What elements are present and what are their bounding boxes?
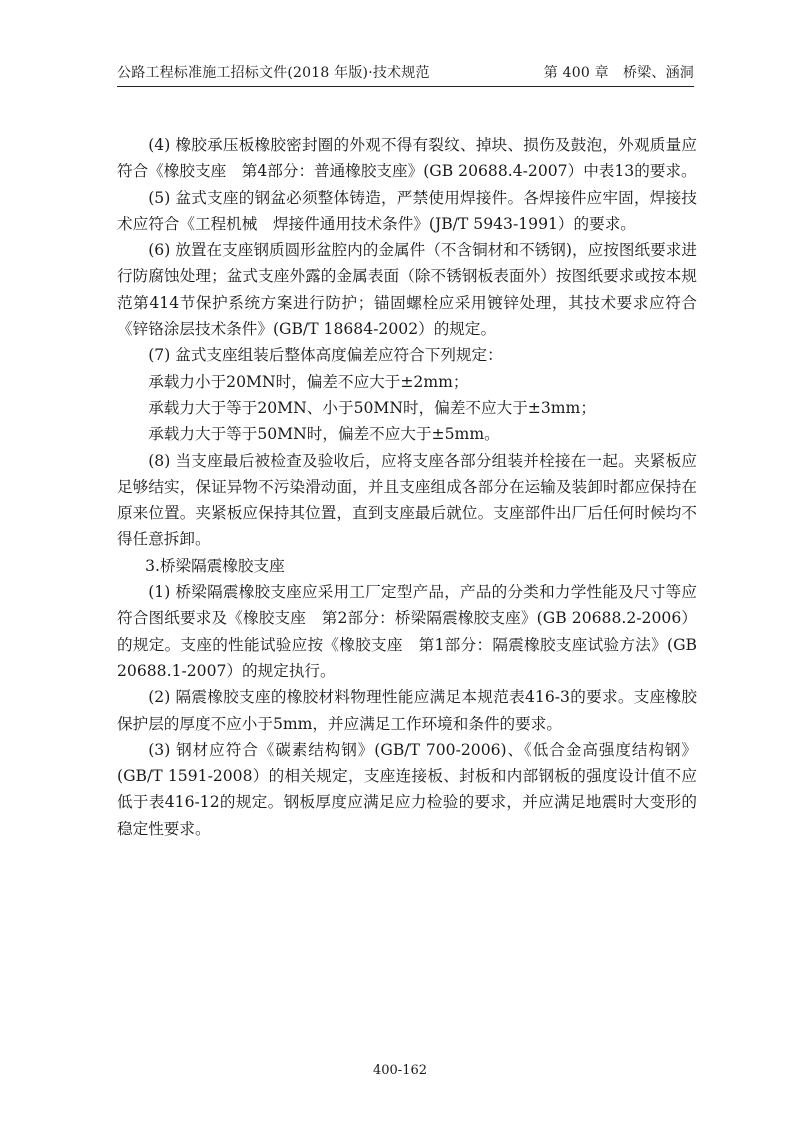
header-document-title: 公路工程标准施工招标文件(2018 年版)·技术规范 <box>117 65 430 81</box>
paragraph-3-steel-requirements: (3) 钢材应符合《碳素结构钢》(GB/T 700-2006)、《低合金高强度结构钢》(GB/T 1591-2008）的相关规定，支座连接板、封板和内部钢板的强度设计值不应低于表416-12的规定。钢板厚度应满足应力检验的要求，并应满足地震时大变形的稳定性要求。 <box>117 740 697 838</box>
tolerance-item-under-20mn: 承载力小于20MN时，偏差不应大于±2mm； <box>148 372 469 391</box>
section-heading-isolation-bearing: 3.桥梁隔震橡胶支座 <box>145 556 285 575</box>
tolerance-item-over-50mn: 承载力大于等于50MN时，偏差不应大于±5mm。 <box>148 425 500 444</box>
paragraph-1-isolation-product: (1) 桥梁隔震橡胶支座应采用工厂定型产品，产品的分类和力学性能及尺寸等应符合图纸要求及《橡胶支座 第2部分：桥梁隔震橡胶支座》(GB 20688.2-2006）的规定。支座的性能试验应按《橡胶支座 第1部分：隔震橡胶支座试验方法》(GB 20688.1-2007）的规定执行。 <box>117 583 697 680</box>
paragraph-6-anticorrosion: (6) 放置在支座钢质圆形盆腔内的金属件（不含铜材和不锈钢)，应按图纸要求进行防腐蚀处理；盆式支座外露的金属表面（除不锈钢板表面外）按图纸要求或按本规范第414节保护系统方案进行防护；锚固螺栓应采用镀锌处理，其技术要求应符合《锌铬涂层技术条件》(GB/T 18684-2002）的规定。 <box>117 241 697 339</box>
paragraph-7-height-tolerance: (7) 盆式支座组装后整体高度偏差应符合下列规定： <box>148 346 503 365</box>
tolerance-item-20-to-50mn: 承载力大于等于20MN、小于50MN时，偏差不应大于±3mm； <box>148 398 596 417</box>
running-header <box>117 58 694 82</box>
header-chapter-title: 第 400 章 桥梁、涵洞 <box>543 65 694 81</box>
paragraph-4-rubber-seal: (4) 橡胶承压板橡胶密封圈的外观不得有裂纹、掉块、损伤及鼓泡，外观质量应符合《橡胶支座 第4部分：普通橡胶支座》(GB 20688.4-2007）中表13的要求。 <box>117 136 697 181</box>
body-text <box>117 132 697 842</box>
page-number: 400-162 <box>372 1063 428 1078</box>
paragraph-5-steel-pot: (5) 盆式支座的钢盆必须整体铸造，严禁使用焊接件。各焊接件应牢固，焊接技术应符合《工程机械 焊接件通用技术条件》(JB/T 5943-1991）的要求。 <box>117 188 697 233</box>
paragraph-8-assembly: (8) 当支座最后被检查及验收后，应将支座各部分组装并栓接在一起。夹紧板应足够结实，保证异物不污染滑动面，并且支座组成各部分在运输及装卸时都应保持在原来位置。夹紧板应保持其位置，直到支座最后就位。支座部件出厂后任何时候均不得任意拆卸。 <box>117 451 697 549</box>
header-rule <box>117 86 694 87</box>
paragraph-2-rubber-properties: (2) 隔震橡胶支座的橡胶材料物理性能应满足本规范表416-3的要求。支座橡胶保护层的厚度不应小于5mm，并应满足工作环境和条件的要求。 <box>117 688 697 733</box>
